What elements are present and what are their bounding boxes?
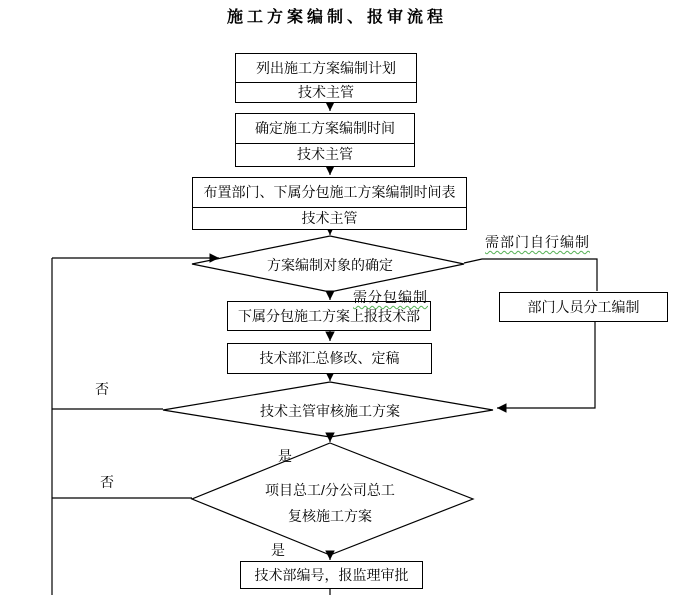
- connector-decision1-dept: [464, 259, 597, 291]
- edge-label-no-decision2: 否: [95, 381, 109, 397]
- node-step5: 技术部汇总修改、定稿: [227, 343, 432, 374]
- edge-label-need-dept-self: 需部门自行编制: [485, 234, 590, 250]
- arrow-dept-decision2: [497, 322, 595, 408]
- edge-label-no-decision3: 否: [100, 474, 114, 490]
- node-step3-owner: 技术主管: [301, 210, 358, 226]
- edge-label-yes-decision2: 是: [278, 448, 292, 464]
- node-step6: 技术部编号，报监理审批: [240, 561, 423, 589]
- edge-label-yes-decision3: 是: [271, 542, 285, 558]
- node-step1-text: 列出施工方案编制计划: [236, 54, 416, 83]
- node-step2-owner: 技术主管: [297, 146, 353, 162]
- decision3-label-line2: 复核施工方案: [288, 508, 372, 524]
- node-step1: [235, 53, 417, 103]
- node-dept-assign: 部门人员分工编制: [499, 292, 668, 322]
- page-title: 施工方案编制、报审流程: [226, 9, 447, 26]
- node-step2: [235, 113, 415, 167]
- node-step4: 下属分包施工方案上报技术部: [227, 301, 431, 331]
- node-step3: [192, 177, 467, 230]
- decision2-label: 技术主管审核施工方案: [260, 403, 400, 419]
- node-step1-owner: 技术主管: [298, 84, 354, 100]
- node-step3-text: 布置部门、下属分包施工方案编制时间表: [193, 178, 466, 208]
- node-step2-text: 确定施工方案编制时间: [236, 114, 414, 144]
- decision3-label-line1: 项目总工/分公司总工: [265, 482, 395, 498]
- edge-label-need-subcontract: 需分包编制: [353, 289, 428, 305]
- decision1-label: 方案编制对象的确定: [267, 257, 393, 273]
